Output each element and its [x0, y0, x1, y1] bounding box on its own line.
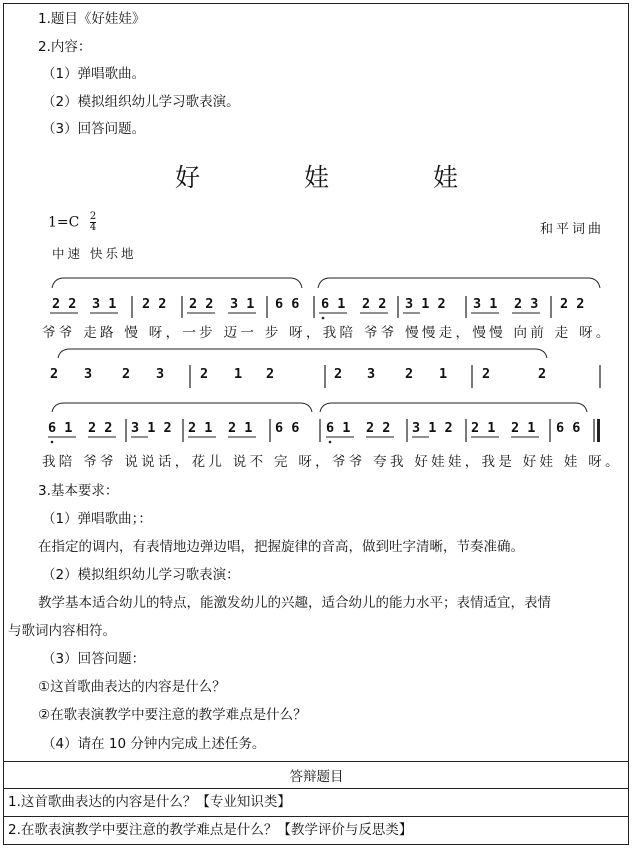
topic-line: 1.题目《好娃娃》 — [38, 11, 146, 27]
note-group: 3 1 2 — [412, 420, 453, 436]
defense-heading: 答辩题目 — [289, 769, 344, 785]
note-group: 6 1 — [321, 296, 346, 312]
note-group: 2 1 — [228, 420, 253, 436]
task-2: （2）模拟组织幼儿学习歌表演。 — [42, 94, 240, 110]
sing-heading: （1）弹唱歌曲；： — [42, 511, 152, 527]
note: 3 — [367, 366, 376, 382]
note: 1 — [439, 366, 448, 382]
table-divider — [3, 788, 629, 789]
slur-mark — [58, 349, 547, 358]
slur-mark — [52, 403, 312, 412]
table-divider — [3, 816, 629, 817]
note-group: 3 1 2 — [131, 420, 172, 436]
question-2: ②在歌表演教学中要注意的教学难点是什么？ — [38, 707, 307, 723]
teach-heading: （2）模拟组织幼儿学习歌表演： — [42, 567, 240, 583]
note: 3 — [156, 366, 165, 382]
song-credit: 和平词曲 — [540, 222, 605, 237]
note-group: 6 6 — [275, 420, 300, 436]
note-group: 2 2 — [189, 296, 214, 312]
notes-row-3 — [48, 420, 604, 442]
note: 2 — [334, 366, 343, 382]
note-group: 3 1 — [473, 296, 498, 312]
note: 2 — [266, 366, 275, 382]
teach-text-2: 与歌词内容相符。 — [8, 623, 116, 639]
note: 2 — [482, 366, 491, 382]
note-group: 2 2 — [362, 296, 387, 312]
answer-heading: （3）回答问题： — [42, 651, 146, 667]
tempo-marking: 中速 快乐地 — [52, 246, 137, 261]
lyrics-row-3: 我陪 爷爷 说说话，花儿 说不 完 呀，爷爷 夸我 好娃娃，我是 好娃 娃 呀。 — [42, 454, 622, 470]
note-group: 2 1 — [511, 420, 536, 436]
note: 2 — [538, 366, 547, 382]
note-group: 2 1 — [188, 420, 213, 436]
defense-question-1: 1.这首歌曲表达的内容是什么？【专业知识类】 — [8, 794, 291, 810]
note-group: 2 2 — [52, 296, 77, 312]
time-limit: （4）请在 10 分钟内完成上述任务。 — [42, 736, 266, 752]
note-group: 6 6 — [556, 420, 581, 436]
note: 2 — [122, 366, 131, 382]
note-group: 2 2 — [560, 296, 585, 312]
task-1: （1）弹唱歌曲。 — [42, 66, 146, 82]
note-group: 3 1 2 — [405, 296, 446, 312]
note: 2 — [50, 366, 59, 382]
slur-mark — [52, 278, 302, 288]
note-group: 2 1 — [471, 420, 496, 436]
defense-question-2: 2.在歌表演教学中要注意的教学难点是什么？【教学评价与反思类】 — [8, 822, 413, 838]
question-1: ①这首歌曲表达的内容是什么？ — [38, 679, 226, 695]
time-numerator: 2 — [89, 211, 97, 222]
note-group: 2 3 — [514, 296, 539, 312]
time-denominator: 4 — [89, 222, 97, 233]
lyrics-row-1: 爷爷 走路 慢 呀，一步 迈一 步 呀，我陪 爷爷 慢慢走，慢慢 向前 走 呀。 — [42, 325, 613, 341]
note-group: 6 1 — [48, 420, 73, 436]
teach-text-1: 教学基本适合幼儿的特点，能激发幼儿的兴趣，适合幼儿的能力水平；表情适宜，表情 — [38, 595, 551, 611]
slur-mark — [320, 403, 587, 412]
table-divider — [3, 761, 629, 762]
song-title: 好 娃 娃 — [175, 163, 506, 192]
note-group: 2 2 — [366, 420, 391, 436]
content-heading: 2.内容： — [38, 39, 92, 55]
sing-text: 在指定的调内，有表情地边弹边唱，把握旋律的音高，做到吐字清晰，节奏准确。 — [38, 539, 524, 555]
note: 3 — [84, 366, 93, 382]
note: 2 — [200, 366, 209, 382]
notes-row-1 — [48, 296, 604, 318]
note-group: 6 6 — [275, 296, 300, 312]
note-group: 2 2 — [142, 296, 167, 312]
note-group: 2 2 — [88, 420, 113, 436]
note: 2 — [405, 366, 414, 382]
requirements-heading: 3.基本要求： — [38, 483, 119, 499]
slur-mark — [318, 278, 600, 288]
note-group: 3 1 — [92, 296, 117, 312]
note: 1 — [234, 366, 243, 382]
notes-row-2 — [48, 366, 604, 388]
key-text: 1=C — [48, 214, 80, 231]
task-3: （3）回答问题。 — [42, 121, 146, 137]
note-group: 6 1 — [326, 420, 351, 436]
note-group: 3 1 — [230, 296, 255, 312]
